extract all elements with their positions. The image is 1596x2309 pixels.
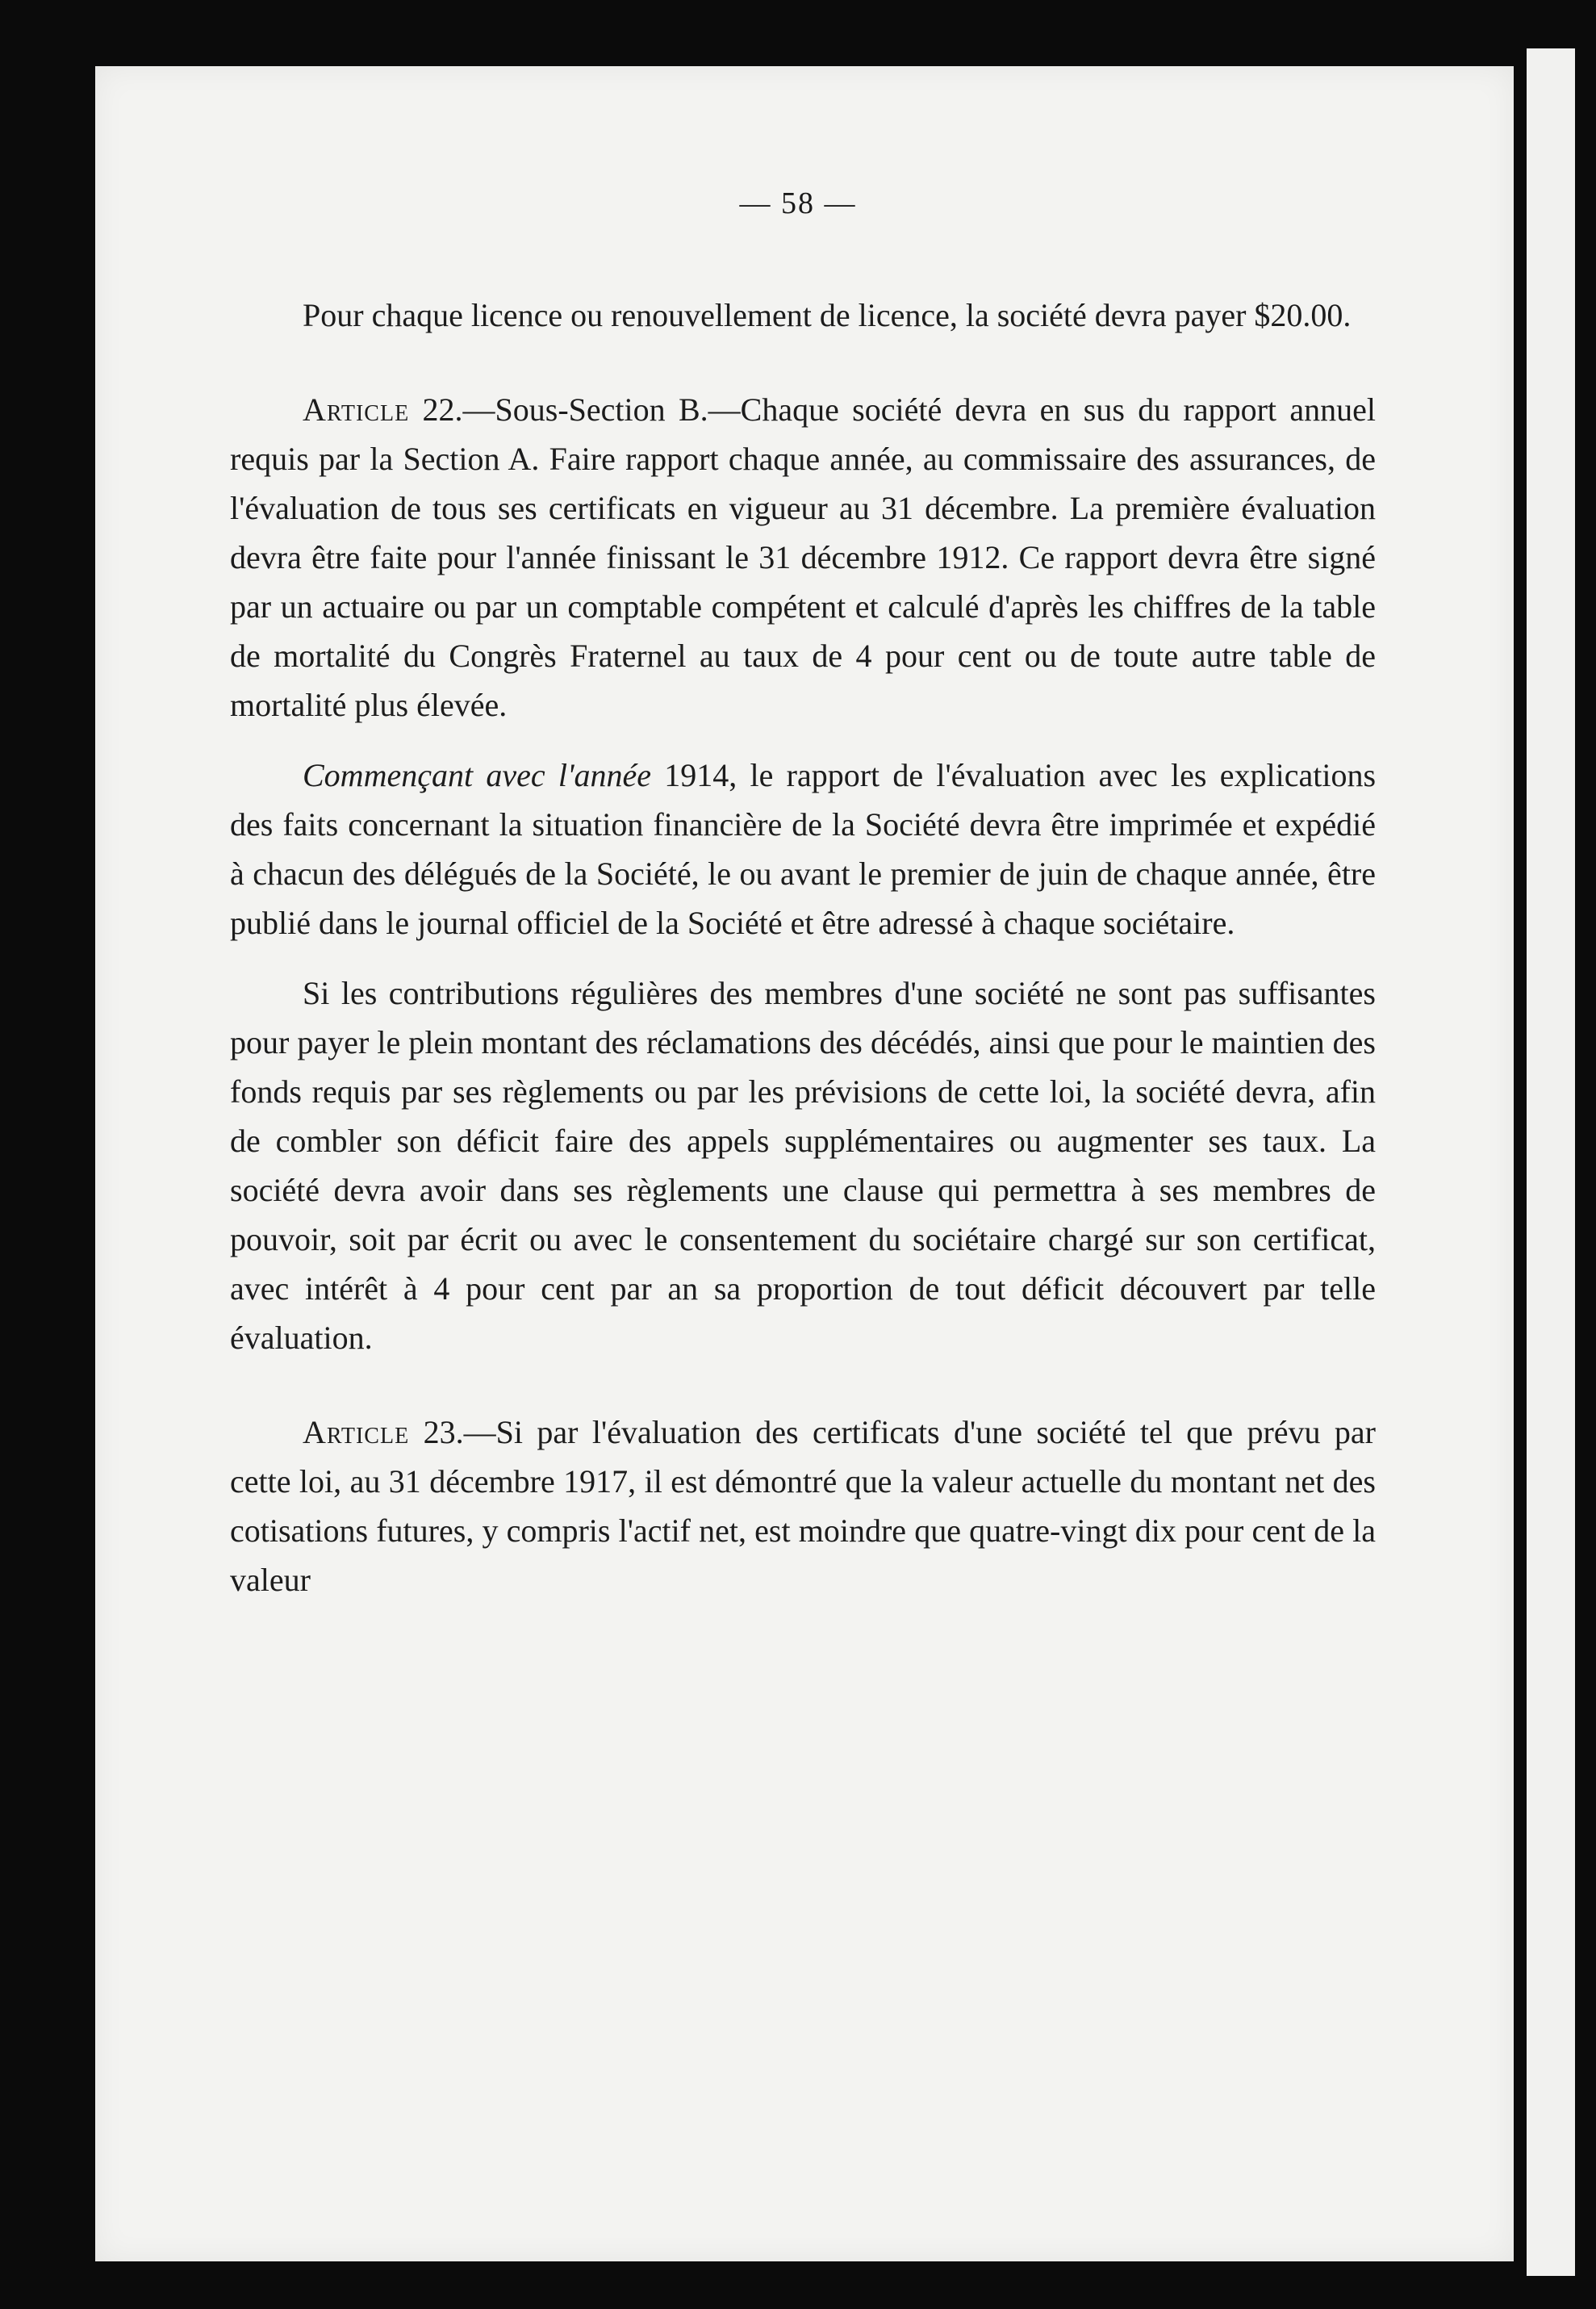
paragraph-article-22 [230, 385, 1376, 730]
paragraph-contributions: Si les contributions régulières des membres d'une société ne sont pas suffisantes pour payer le plein montant des réclamations des décédés, ainsi que pour le maintien des fonds requis par ses règlements ou par les prévisions de cette loi, la société devra, afin de combler son déficit faire des appels supplémentaires ou augmenter ses taux. La société devra avoir dans ses règlements une clause qui permettra à ses membres de pouvoir, soit par écrit ou avec le consentement du sociétaire chargé sur son certificat, avec intérêt à 4 pour cent par an sa proportion de tout déficit découvert par telle évaluation. [230, 975, 1376, 1356]
adjacent-page-edge [1527, 48, 1575, 2276]
article-23-text: 23.—Si par l'évaluation des certificats d'une société tel que prévu par cette loi, au 31 décembre 1917, il est démontré que la valeur actuelle du montant net des cotisations futures, y compris l'actif net, est moindre que quatre-vingt dix pour cent de la valeur [230, 1414, 1376, 1598]
paragraph-report-publication [230, 751, 1376, 947]
article-22-label: Article [303, 391, 410, 428]
page-number: — 58 — [739, 186, 857, 220]
report-publication-italic: Commençant avec l'année [303, 757, 652, 793]
article-22-text: 22.—Sous-Section B.—Chaque société devra en sus du rapport annuel requis par la Section A. Faire rapport chaque année, au commissaire des assurances, de l'évaluation de tous ses certificats en vigueur au 31 décembre. La première évaluation devra être faite pour l'année finissant le 31 décembre 1912. Ce rapport devra être signé par un actuaire ou par un comptable compétent et calculé d'après les chiffres de la table de mortalité du Congrès Fraternel au taux de 4 pour cent ou de toute autre table de mortalité plus élevée. [230, 391, 1376, 723]
page-body [230, 291, 1376, 1604]
article-23-label: Article [303, 1414, 410, 1450]
paragraph-licence-fee: Pour chaque licence ou renouvellement de licence, la société devra payer $20.00. [303, 297, 1352, 333]
report-publication-text: 1914, le rapport de l'évaluation avec les explications des faits concernant la situation financière de la Société devra être imprimée et expédié à chacun des délégués de la Société, le ou avant le premier de juin de chaque année, être publié dans le journal officiel de la Société et être adressé à chaque sociétaire. [230, 757, 1377, 941]
paragraph-article-23 [230, 1408, 1376, 1604]
